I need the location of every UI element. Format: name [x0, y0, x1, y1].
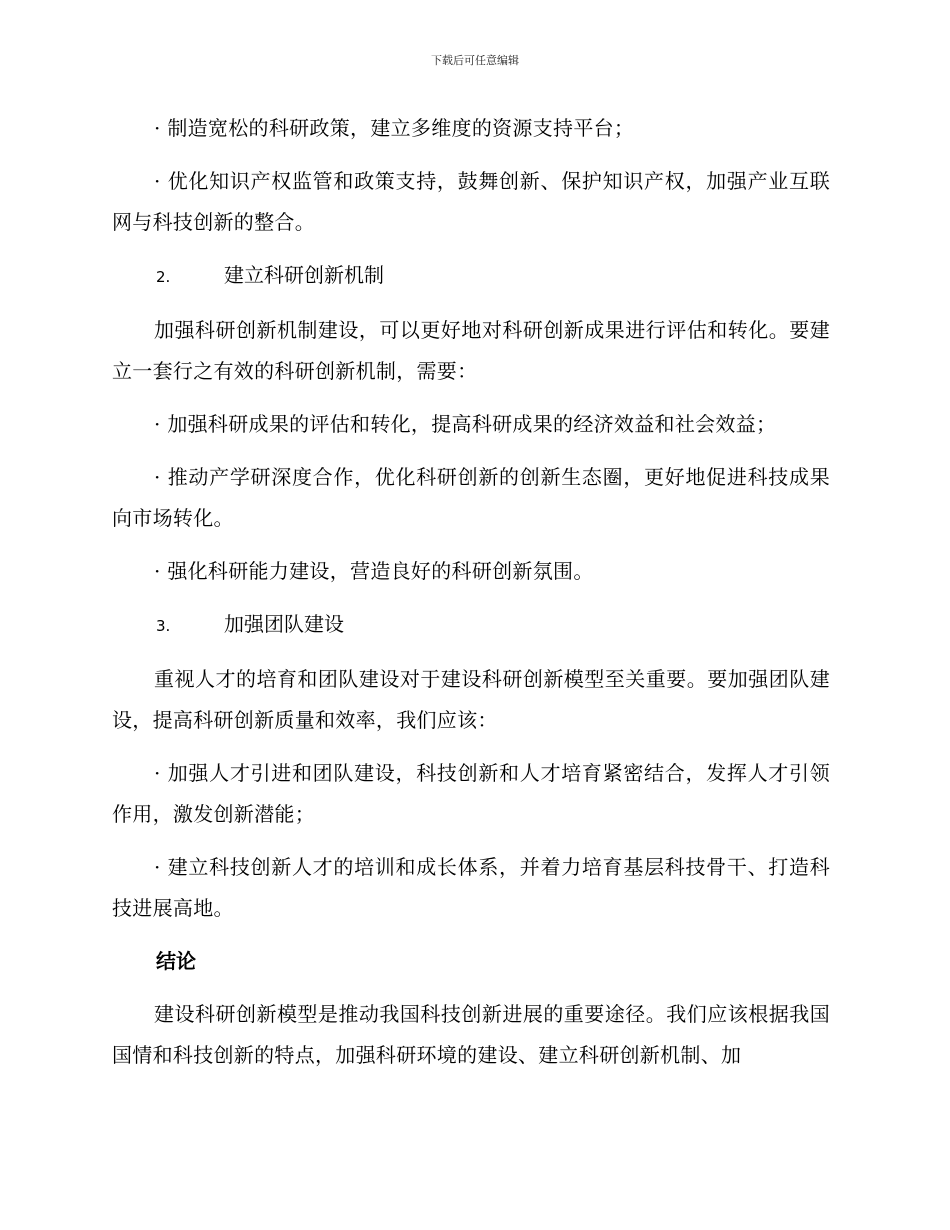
numbered-heading — [112, 255, 830, 298]
body-paragraph: 建设科研创新模型是推动我国科技创新进展的重要途径。我们应该根据我国国情和科技创新的特点，加强科研环境的建设、建立科研创新机制、加 — [112, 1002, 830, 1067]
bullet-paragraph: · 推动产学研深度合作，优化科研创新的创新生态圈，更好地促进科技成果向市场转化。 — [112, 465, 830, 530]
page-header: 下载后可任意编辑 — [431, 54, 519, 67]
body-paragraph: 加强科研创新机制建设，可以更好地对科研创新成果进行评估和转化。要建立一套行之有效的科研创新机制，需要： — [112, 318, 830, 383]
heading-text: 加强团队建设 — [224, 612, 344, 636]
numbered-heading — [112, 604, 830, 647]
bullet-paragraph: · 制造宽松的科研政策，建立多维度的资源支持平台； — [154, 116, 635, 140]
bullet-paragraph: · 加强人才引进和团队建设，科技创新和人才培育紧密结合，发挥人才引领作用，激发创新潜能； — [112, 761, 830, 826]
document-body — [112, 108, 830, 1088]
heading-number: 2. — [156, 268, 171, 286]
bullet-paragraph: · 加强科研成果的评估和转化，提高科研成果的经济效益和社会效益； — [154, 412, 777, 436]
bullet-paragraph: · 建立科技创新人才的培训和成长体系，并着力培育基层科技骨干、打造科技进展高地。 — [112, 855, 830, 920]
body-paragraph: 重视人才的培育和团队建设对于建设科研创新模型至关重要。要加强团队建设，提高科研创新质量和效率，我们应该： — [112, 667, 830, 732]
section-title: 结论 — [156, 949, 196, 973]
heading-text: 建立科研创新机制 — [224, 263, 384, 287]
bullet-paragraph: · 强化科研能力建设，营造良好的科研创新氛围。 — [154, 559, 594, 583]
bullet-paragraph: · 优化知识产权监管和政策支持，鼓舞创新、保护知识产权，加强产业互联网与科技创新的整合。 — [112, 169, 830, 234]
heading-number: 3. — [156, 617, 171, 635]
